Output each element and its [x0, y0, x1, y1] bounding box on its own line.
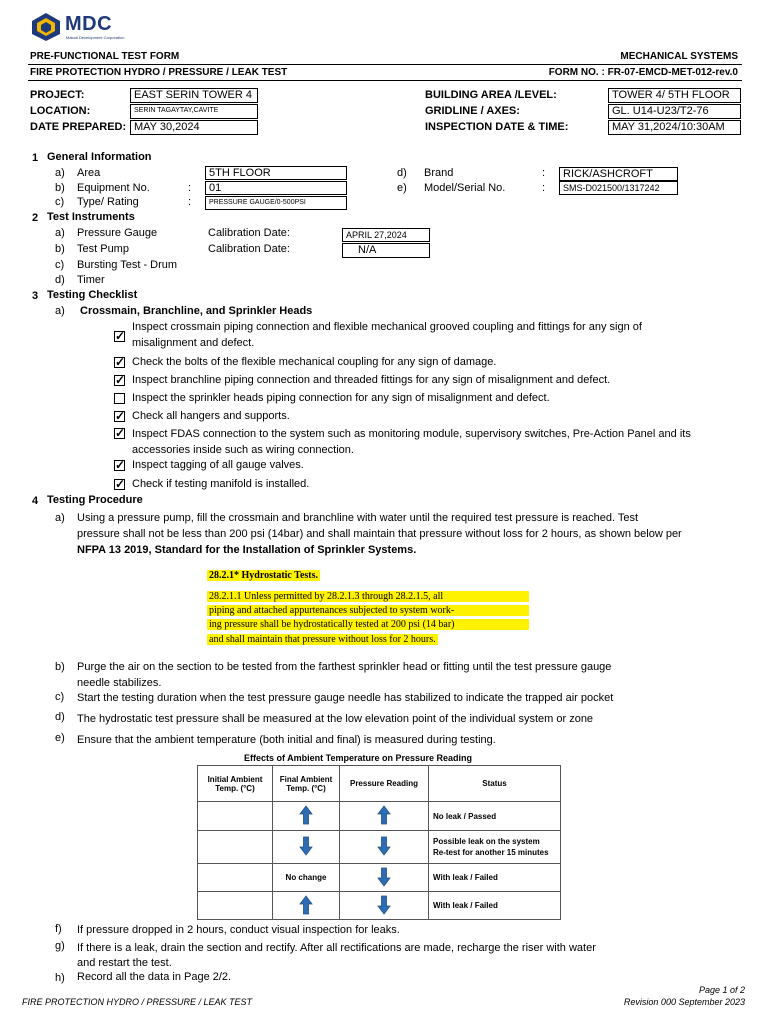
s4-b-marker: b) — [55, 661, 65, 673]
checkbox-manifold[interactable]: ✓ — [115, 477, 126, 491]
cell-initial — [198, 831, 273, 864]
check-item-fdas-l2: accessories inside such as wiring connection. — [132, 444, 354, 456]
date-prepared-field[interactable]: MAY 30,2024 — [130, 120, 258, 135]
building-area-label: BUILDING AREA /LEVEL: — [425, 89, 557, 101]
status-text: No leak / Passed — [433, 811, 497, 821]
cell-final — [273, 802, 340, 831]
checkbox-crossmain[interactable]: ✓ — [115, 329, 126, 343]
ambient-table-title: Effects of Ambient Temperature on Pressure Reading — [244, 753, 473, 763]
cell-initial — [198, 802, 273, 831]
s4-a-marker: a) — [55, 512, 65, 524]
s3-subtitle: Crossmain, Branchline, and Sprinkler Heads — [80, 305, 313, 317]
arrow-down-icon — [377, 836, 391, 856]
equipment-no-field[interactable]: 01 — [205, 181, 347, 195]
status-text: With leak / Failed — [433, 873, 498, 882]
header-rule-2 — [28, 80, 742, 81]
project-field[interactable]: EAST SERIN TOWER 4 — [130, 88, 258, 103]
gridline-label: GRIDLINE / AXES: — [425, 105, 520, 117]
s2-number: 2 — [32, 212, 39, 224]
location-field[interactable]: SERIN TAGAYTAY,CAVITE — [130, 104, 258, 119]
form-number: FORM NO. : FR-07-EMCD-MET-012-rev.0 — [548, 67, 738, 78]
calibration-date-1-field[interactable]: APRIL 27,2024 — [342, 228, 430, 242]
arrow-up-icon — [299, 895, 313, 915]
arrow-down-icon — [299, 836, 313, 856]
arrow-down-icon — [377, 867, 391, 887]
cell-status — [429, 802, 561, 831]
s4-d-line1: The hydrostatic test pressure shall be measured at the low elevation point of the individual system or zone — [77, 713, 594, 725]
date-prepared-label: DATE PREPARED: — [30, 121, 127, 133]
checkbox-sprinkler-heads[interactable] — [114, 393, 125, 404]
calibration-date-2-label: Calibration Date: — [208, 243, 290, 255]
mdc-logo-icon — [30, 12, 62, 42]
s4-a-line1: Using a pressure pump, fill the crossmain and branchline with water until the required test pressure is reached. Test — [77, 512, 639, 524]
s4-b-line2: needle stabilizes. — [77, 677, 162, 689]
cell-final — [273, 831, 340, 864]
nfpa-excerpt-line4: and shall maintain that pressure without loss for 2 hours. — [209, 634, 436, 645]
arrow-down-icon — [377, 895, 391, 915]
th-status: Status — [429, 766, 561, 802]
s3-number: 3 — [32, 290, 39, 302]
table-row — [198, 802, 561, 831]
area-field[interactable]: 5TH FLOOR — [205, 166, 347, 180]
timer-label: Timer — [77, 274, 105, 286]
cell-status — [429, 864, 561, 892]
footer-form-title: FIRE PROTECTION HYDRO / PRESSURE / LEAK TEST — [22, 997, 253, 1007]
model-colon: : — [542, 182, 546, 194]
table-row — [198, 892, 561, 920]
project-label: PROJECT: — [30, 89, 85, 101]
s3-title: Testing Checklist — [47, 289, 138, 301]
check-item-tagging: Inspect tagging of all gauge valves. — [132, 459, 304, 471]
bursting-drum-label: Bursting Test - Drum — [77, 259, 178, 271]
s4-a-line2: pressure shall not be less than 200 psi (14bar) and shall maintain that pressure without loss for 2 hours, as shown below per — [77, 528, 682, 540]
s1-number: 1 — [32, 152, 39, 164]
cell-initial — [198, 892, 273, 920]
s4-number: 4 — [32, 495, 39, 507]
th-final-temp: Final Ambient Temp. (°C) — [273, 766, 340, 802]
s1-b-marker: b) — [55, 182, 65, 194]
check-item-fdas-l1: Inspect FDAS connection to the system such as monitoring module, supervisory switches, Pre-Action Panel and its — [132, 428, 691, 440]
gridline-field[interactable]: GL. U14-U23/T2-76 — [608, 104, 741, 119]
nfpa-excerpt-heading: 28.2.1* Hydrostatic Tests. — [209, 570, 318, 581]
check-item-branchline: Inspect branchline piping connection and threaded fittings for any sign of misalignment and defect. — [132, 374, 611, 386]
brand-label: Brand — [424, 167, 454, 179]
checkbox-coupling-bolts[interactable]: ✓ — [115, 355, 126, 369]
s3-a-marker: a) — [55, 305, 65, 317]
arrow-up-icon — [377, 805, 391, 825]
s2-c-marker: c) — [55, 259, 65, 271]
s4-e-line1: Ensure that the ambient temperature (both initial and final) is measured during testing. — [77, 734, 496, 746]
th-pressure-reading: Pressure Reading — [340, 766, 429, 802]
s4-h-marker: h) — [55, 972, 65, 984]
s4-h-line1: Record all the data in Page 2/2. — [77, 971, 232, 983]
s2-b-marker: b) — [55, 243, 65, 255]
calibration-date-2-field[interactable]: N/A — [342, 243, 430, 258]
cell-pressure — [340, 864, 429, 892]
s4-g-marker: g) — [55, 940, 65, 952]
checkbox-tagging[interactable]: ✓ — [115, 458, 126, 472]
inspection-date-label: INSPECTION DATE & TIME: — [425, 121, 569, 133]
form-title: PRE-FUNCTIONAL TEST FORM — [30, 51, 180, 62]
s1-d-marker: d) — [397, 167, 407, 179]
s1-e-marker: e) — [397, 182, 407, 194]
model-serial-label: Model/Serial No. — [424, 182, 506, 194]
s4-f-marker: f) — [55, 923, 62, 935]
status-text: Possible leak on the system — [433, 837, 540, 846]
calibration-date-1-label: Calibration Date: — [208, 227, 290, 239]
cell-pressure — [340, 802, 429, 831]
check-item-crossmain-l2: misalignment and defect. — [132, 337, 255, 349]
s4-title: Testing Procedure — [47, 494, 143, 506]
category-title: MECHANICAL SYSTEMS — [620, 51, 738, 62]
table-row — [198, 864, 561, 892]
mdc-logo — [30, 12, 140, 42]
brand-colon: : — [542, 167, 546, 179]
table-row — [198, 831, 561, 864]
status-text: With leak / Failed — [433, 901, 498, 910]
location-label: LOCATION: — [30, 105, 91, 117]
s4-c-line1: Start the testing duration when the test pressure gauge needle has stabilized to indicate the trapped air pocket — [77, 692, 614, 704]
nfpa-standard-ref: NFPA 13 2019, Standard for the Installation of Sprinkler Systems. — [77, 544, 417, 556]
type-rating-label: Type/ Rating — [77, 196, 139, 208]
pressure-gauge-label: Pressure Gauge — [77, 227, 158, 239]
cell-status — [429, 892, 561, 920]
building-area-field[interactable]: TOWER 4/ 5TH FLOOR — [608, 88, 741, 103]
type-rating-field[interactable]: PRESSURE GAUGE/0-500PSI — [205, 196, 347, 210]
cell-final — [273, 892, 340, 920]
arrow-up-icon — [299, 805, 313, 825]
ambient-temperature-table — [197, 765, 561, 920]
cell-pressure — [340, 831, 429, 864]
test-pump-label: Test Pump — [77, 243, 129, 255]
check-item-hangers: Check all hangers and supports. — [132, 410, 290, 422]
logo-subtext: Makati Development Corporation — [66, 35, 125, 40]
s2-a-marker: a) — [55, 227, 65, 239]
checkbox-branchline[interactable]: ✓ — [115, 373, 126, 387]
inspection-date-field[interactable]: MAY 31,2024/10:30AM — [608, 120, 741, 135]
model-serial-field[interactable]: SMS-D021500/1317242 — [559, 181, 678, 195]
cell-status — [429, 831, 561, 864]
footer-revision: Revision 000 September 2023 — [623, 997, 745, 1007]
nfpa-excerpt-line2: piping and attached appurtenances subjected to system work- — [207, 605, 529, 616]
area-label: Area — [77, 167, 101, 179]
s4-e-marker: e) — [55, 732, 65, 744]
s2-title: Test Instruments — [47, 211, 135, 223]
s4-c-marker: c) — [55, 691, 65, 703]
s1-a-marker: a) — [55, 167, 65, 179]
s4-d-marker: d) — [55, 711, 65, 723]
equipment-no-label: Equipment No. — [77, 182, 150, 194]
s4-g-line2: and restart the test. — [77, 957, 172, 969]
checkbox-hangers[interactable]: ✓ — [115, 409, 126, 423]
logo-text: MDC — [65, 13, 113, 35]
test-title: FIRE PROTECTION HYDRO / PRESSURE / LEAK TEST — [30, 67, 288, 78]
s4-b-line1: Purge the air on the section to be tested from the farthest sprinkler head or fitting until the test pressure gauge — [77, 661, 612, 673]
cell-final — [273, 864, 340, 892]
cell-pressure — [340, 892, 429, 920]
nfpa-excerpt-line3: ing pressure shall be hydrostatically tested at 200 psi (14 bar) — [207, 619, 529, 630]
s2-d-marker: d) — [55, 274, 65, 286]
check-item-sprinkler-heads: Inspect the sprinkler heads piping connection for any sign of misalignment and defect. — [132, 392, 550, 404]
brand-field[interactable]: RICK/ASHCROFT — [559, 167, 678, 181]
s1-title: General Information — [47, 151, 152, 163]
footer-page-number: Page 1 of 2 — [698, 985, 745, 995]
status-text-2: Re-test for another 15 minutes — [433, 848, 549, 857]
header-rule-1 — [28, 64, 742, 65]
cell-initial — [198, 864, 273, 892]
s4-g-line1: If there is a leak, drain the section and rectify. After all rectifications are made, recharge the riser with water — [77, 942, 596, 954]
s1-c-marker: c) — [55, 196, 65, 208]
type-colon: : — [188, 196, 192, 208]
check-item-crossmain-l1: Inspect crossmain piping connection and flexible mechanical grooved coupling and fittings for any sign of — [132, 321, 642, 333]
s4-f-line1: If pressure dropped in 2 hours, conduct visual inspection for leaks. — [77, 924, 400, 936]
checkbox-fdas[interactable]: ✓ — [115, 426, 126, 440]
nfpa-excerpt-line1: 28.2.1.1 Unless permitted by 28.2.1.3 through 28.2.1.5, all — [207, 591, 529, 602]
th-initial-temp: Initial Ambient Temp. (°C) — [198, 766, 273, 802]
equipment-colon: : — [188, 182, 192, 194]
check-item-coupling-bolts: Check the bolts of the flexible mechanical coupling for any sign of damage. — [132, 356, 497, 368]
no-change-text: No change — [285, 873, 327, 882]
check-item-manifold: Check if testing manifold is installed. — [132, 478, 310, 490]
